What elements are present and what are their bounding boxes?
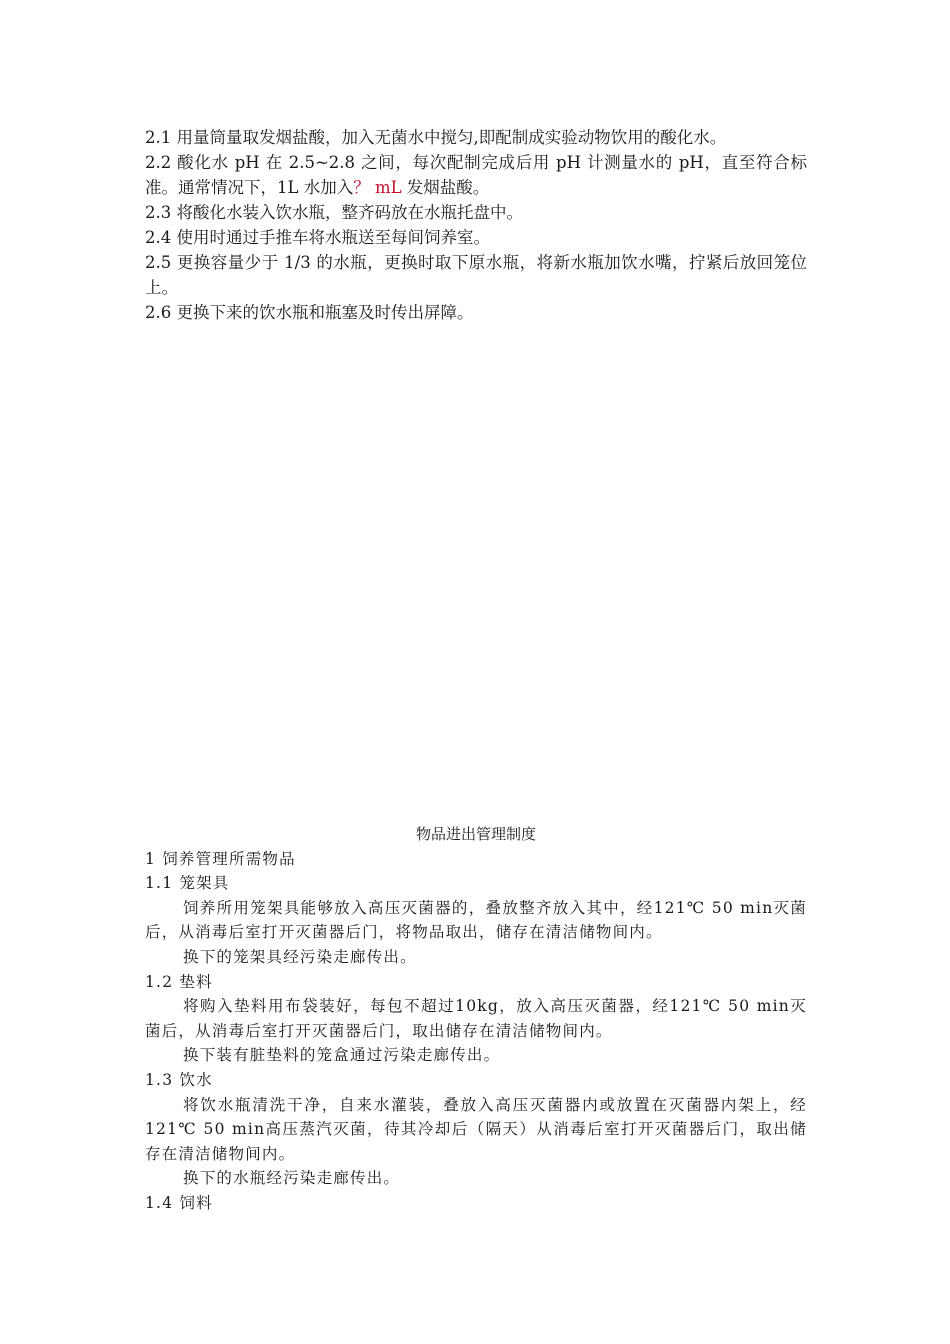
step-2-2-text-a: 2.2 酸化水 pH 在 2.5~2.8 之间，每次配制完成后用 pH 计测量水的 pH，直至符合标准。通常情况下，1L 水加入 [145,153,807,197]
step-2-4: 2.4 使用时通过手推车将水瓶送至每间饲养室。 [145,228,490,247]
paragraph-1-2-a: 将购入垫料用布袋装好，每包不超过10kg，放入高压灭菌器，经121℃ 50 min灭菌后，从消毒后室打开灭菌器后门，取出储存在清洁储物间内。 [145,997,807,1040]
paragraph-1-3-b: 换下的水瓶经污染走廊传出。 [183,1169,401,1188]
step-2-5: 2.5 更换容量少于 1/3 的水瓶，更换时取下原水瓶，将新水瓶加饮水嘴，拧紧后放回笼位上。 [145,253,807,297]
paragraph-1-1-a: 饲养所用笼架具能够放入高压灭菌器的，叠放整齐放入其中，经121℃ 50 min灭菌后，从消毒后室打开灭菌器后门，将物品取出，储存在清洁储物间内。 [145,898,807,942]
step-2-6: 2.6 更换下来的饮水瓶和瓶塞及时传出屏障。 [145,303,474,322]
paragraph-1-3-a: 将饮水瓶清洗干净，自来水灌装，叠放入高压灭菌器内或放置在灭菌器内架上，经121℃ 50 min高压蒸汽灭菌，待其冷却后（隔天）从消毒后室打开灭菌器后门，取出储存在清洁储物间内。 [145,1095,807,1163]
step-2-3: 2.3 将酸化水装入饮水瓶，整齐码放在水瓶托盘中。 [145,203,523,222]
step-2-1: 2.1 用量筒量取发烟盐酸，加入无菌水中搅匀,即配制成实验动物饮用的酸化水。 [145,128,727,147]
heading-1-4: 1.4 饲料 [145,1193,213,1212]
heading-1-3: 1.3 饮水 [145,1070,213,1089]
acidified-water-procedure [145,125,807,325]
heading-1-2: 1.2 垫料 [145,972,213,991]
heading-1: 1 饲养管理所需物品 [145,849,296,868]
missing-volume-highlight: ？ mL [353,178,402,197]
heading-1-1: 1.1 笼架具 [145,874,230,893]
document-title: 物品进出管理制度 [415,825,536,843]
item-entry-exit-policy [145,822,807,1216]
paragraph-1-2-b: 换下装有脏垫料的笼盒通过污染走廊传出。 [183,1046,501,1065]
step-2-2-text-b: 发烟盐酸。 [401,178,490,197]
step-2-2 [145,150,807,200]
paragraph-1-1-b: 换下的笼架具经污染走廊传出。 [183,947,417,966]
